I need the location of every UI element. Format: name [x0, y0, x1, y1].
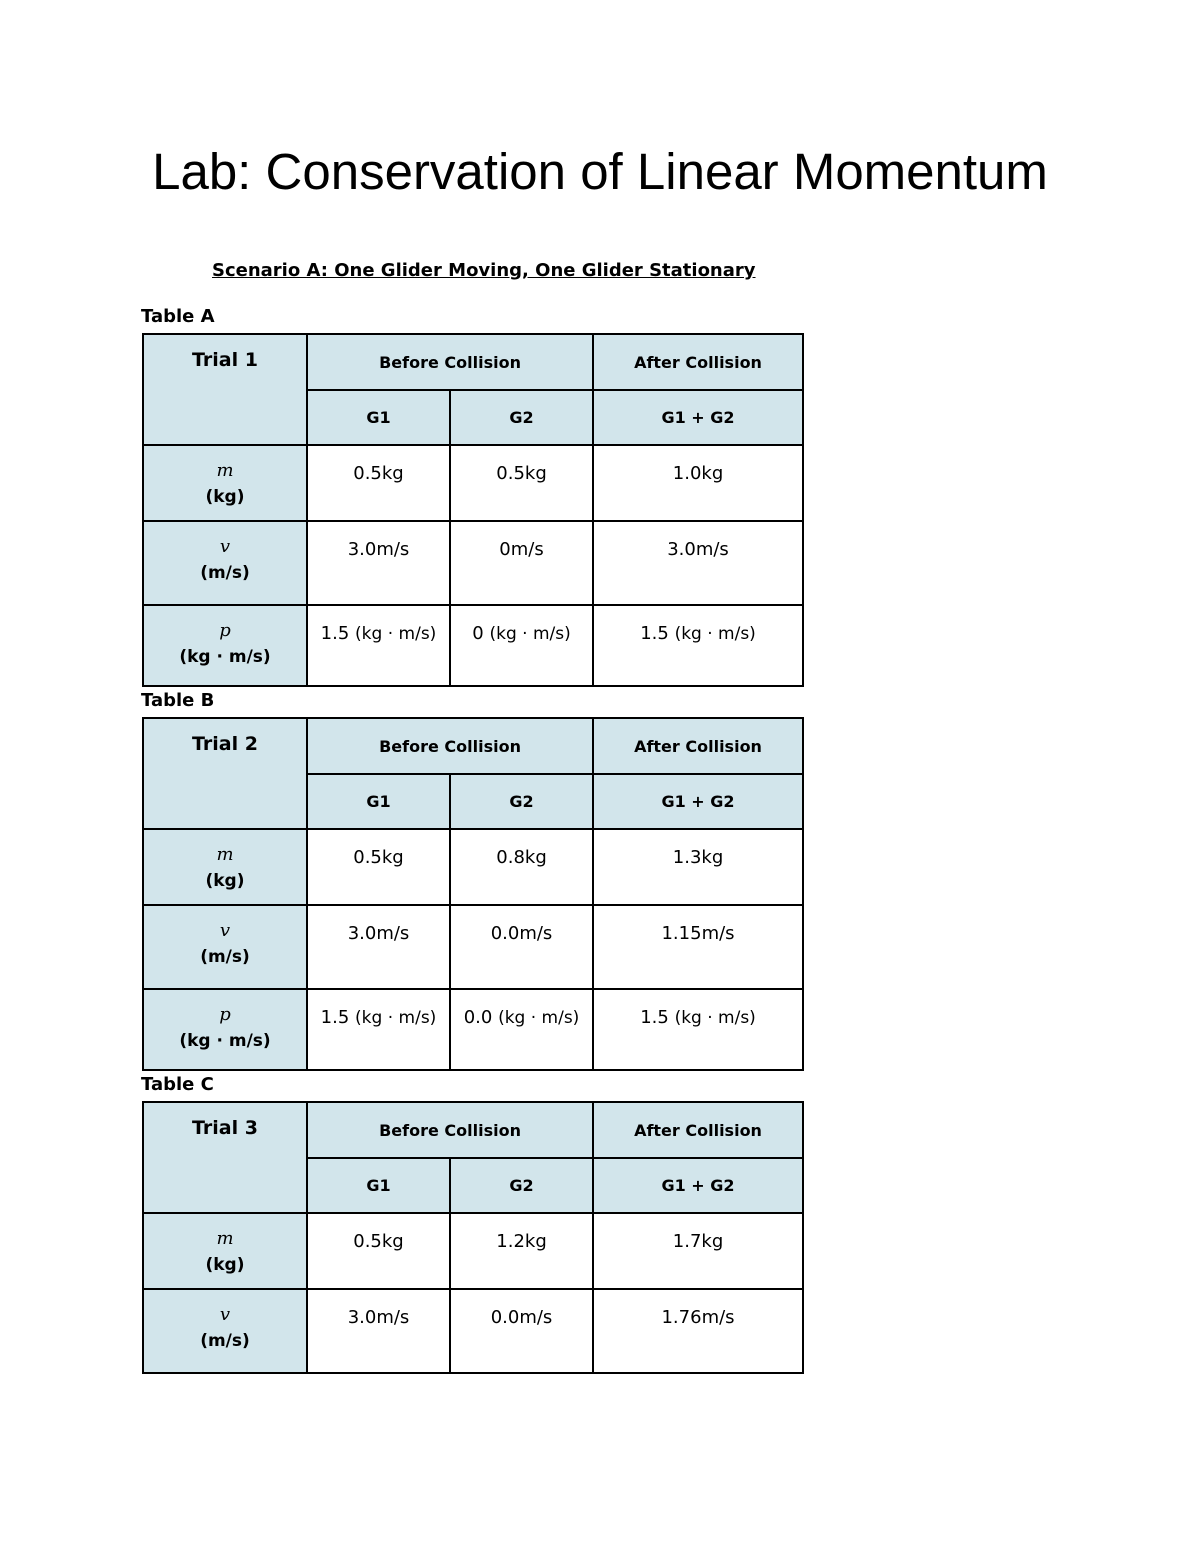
velocity-symbol: v: [219, 1304, 231, 1325]
momentum-row: [143, 989, 803, 1070]
g1-header: G1: [307, 774, 450, 829]
table-c: [142, 1101, 804, 1374]
g1-momentum-value: 1.5: [320, 623, 350, 644]
before-collision-header: Before Collision: [307, 718, 593, 774]
g2-momentum-value: 0.0: [463, 1007, 493, 1028]
trial-label: Trial 3: [143, 1102, 307, 1213]
momentum-row: [143, 605, 803, 686]
mass-symbol: m: [216, 1228, 234, 1249]
trial-label: Trial 1: [143, 334, 307, 445]
g2-momentum-cell: [450, 605, 593, 686]
velocity-row: [143, 521, 803, 605]
combined-momentum-cell: [593, 989, 803, 1070]
combined-momentum-value: 1.5: [640, 623, 669, 644]
velocity-row: [143, 905, 803, 989]
combined-momentum-cell: [593, 605, 803, 686]
momentum-unit: (kg · m/s): [179, 1031, 271, 1051]
momentum-unit-text: (kg · m/s): [674, 1008, 756, 1028]
g1-header: G1: [307, 1158, 450, 1213]
mass-row: [143, 829, 803, 905]
table-b-label: Table B: [141, 690, 215, 711]
combined-mass-cell: 1.3kg: [593, 829, 803, 905]
mass-symbol: m: [216, 460, 234, 481]
velocity-unit: (m/s): [200, 563, 250, 583]
velocity-row: [143, 1289, 803, 1373]
g2-mass-cell: 0.8kg: [450, 829, 593, 905]
after-collision-header: After Collision: [593, 334, 803, 390]
combined-velocity-cell: 1.15m/s: [593, 905, 803, 989]
table-a: [142, 333, 804, 687]
trial-label: Trial 2: [143, 718, 307, 829]
velocity-label: [143, 1289, 307, 1373]
momentum-unit-text: (kg · m/s): [355, 1008, 437, 1028]
mass-row: [143, 445, 803, 521]
mass-unit: (kg): [205, 1255, 245, 1275]
mass-label: [143, 1213, 307, 1289]
combined-velocity-cell: 3.0m/s: [593, 521, 803, 605]
mass-unit: (kg): [205, 487, 245, 507]
page-title: Lab: Conservation of Linear Momentum: [152, 143, 1048, 200]
momentum-symbol: p: [219, 620, 231, 641]
combined-velocity-cell: 1.76m/s: [593, 1289, 803, 1373]
velocity-unit: (m/s): [200, 1331, 250, 1351]
mass-symbol: m: [216, 844, 234, 865]
scenario-heading: Scenario A: One Glider Moving, One Glider Stationary: [212, 260, 756, 281]
table-a-label: Table A: [141, 306, 215, 327]
momentum-unit-text: (kg · m/s): [489, 624, 571, 644]
momentum-unit-text: (kg · m/s): [355, 624, 437, 644]
g2-header: G2: [450, 1158, 593, 1213]
g2-velocity-cell: 0.0m/s: [450, 905, 593, 989]
g1-momentum-value: 1.5: [320, 1007, 350, 1028]
combined-mass-cell: 1.0kg: [593, 445, 803, 521]
before-collision-header: Before Collision: [307, 334, 593, 390]
after-collision-header: After Collision: [593, 1102, 803, 1158]
g1-header: G1: [307, 390, 450, 445]
velocity-symbol: v: [219, 920, 231, 941]
g2-velocity-cell: 0.0m/s: [450, 1289, 593, 1373]
g1-g2-header: G1 + G2: [593, 390, 803, 445]
mass-label: [143, 829, 307, 905]
g2-momentum-cell: [450, 989, 593, 1070]
velocity-label: [143, 521, 307, 605]
g1-g2-header: G1 + G2: [593, 774, 803, 829]
g1-velocity-cell: 3.0m/s: [307, 905, 450, 989]
table-b: [142, 717, 804, 1071]
g1-mass-cell: 0.5kg: [307, 829, 450, 905]
momentum-unit-text: (kg · m/s): [674, 624, 756, 644]
velocity-symbol: v: [219, 536, 231, 557]
mass-unit: (kg): [205, 871, 245, 891]
g1-mass-cell: 0.5kg: [307, 1213, 450, 1289]
g1-velocity-cell: 3.0m/s: [307, 1289, 450, 1373]
mass-row: [143, 1213, 803, 1289]
momentum-label: [143, 605, 307, 686]
g2-momentum-value: 0: [472, 623, 484, 644]
g1-mass-cell: 0.5kg: [307, 445, 450, 521]
g1-g2-header: G1 + G2: [593, 1158, 803, 1213]
combined-momentum-value: 1.5: [640, 1007, 669, 1028]
g2-mass-cell: 0.5kg: [450, 445, 593, 521]
g2-velocity-cell: 0m/s: [450, 521, 593, 605]
g1-momentum-cell: [307, 989, 450, 1070]
combined-mass-cell: 1.7kg: [593, 1213, 803, 1289]
mass-label: [143, 445, 307, 521]
g2-header: G2: [450, 774, 593, 829]
velocity-label: [143, 905, 307, 989]
momentum-symbol: p: [219, 1004, 231, 1025]
after-collision-header: After Collision: [593, 718, 803, 774]
momentum-label: [143, 989, 307, 1070]
g1-momentum-cell: [307, 605, 450, 686]
g1-velocity-cell: 3.0m/s: [307, 521, 450, 605]
g2-header: G2: [450, 390, 593, 445]
velocity-unit: (m/s): [200, 947, 250, 967]
momentum-unit-text: (kg · m/s): [498, 1008, 580, 1028]
table-c-label: Table C: [141, 1074, 214, 1095]
momentum-unit: (kg · m/s): [179, 647, 271, 667]
g2-mass-cell: 1.2kg: [450, 1213, 593, 1289]
before-collision-header: Before Collision: [307, 1102, 593, 1158]
